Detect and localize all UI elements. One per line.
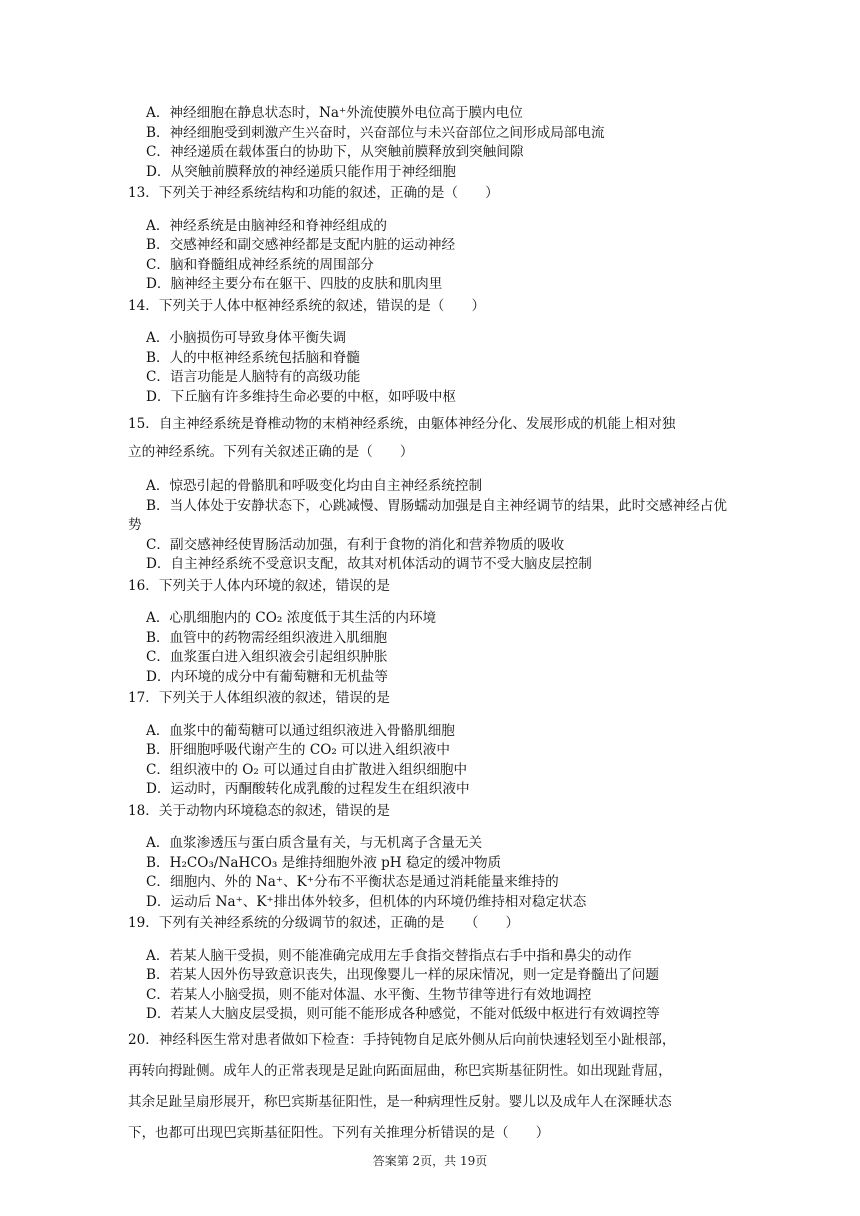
q16-stem: 16．下列关于人体内环境的叙述，错误的是	[128, 577, 390, 594]
q16-option-d: D．内环境的成分中有葡萄糖和无机盐等	[146, 668, 388, 685]
q14-option-b: B．人的中枢神经系统包括脑和脊髓	[146, 349, 360, 366]
q17-option-d: D．运动时，丙酮酸转化成乳酸的过程发生在组织液中	[146, 781, 470, 797]
q20-stem-line-4: 下，也都可出现巴宾斯基征阳性。下列有关推理分析错误的是（ ）	[128, 1124, 550, 1141]
q19-option-b: B．若某人因外伤导致意识丧失，出现像婴儿一样的尿床情况，则一定是脊髓出了问题	[146, 967, 659, 983]
q19-option-c: C．若某人小脑受损，则不能对体温、水平衡、生物节律等进行有效地调控	[146, 986, 592, 1003]
q12-option-d: D．从突触前膜释放的神经递质只能作用于神经细胞	[146, 163, 456, 180]
question-14	[128, 297, 738, 408]
q17-option-b: B．肝细胞呼吸代谢产生的 CO₂ 可以进入组织液中	[146, 742, 450, 758]
question-17	[128, 689, 738, 800]
spacer	[128, 821, 738, 834]
question-19	[128, 914, 738, 1025]
question-12-options	[128, 104, 738, 182]
q12-option-a: A．神经细胞在静息状态时，Na⁺外流使膜外电位高于膜内电位	[146, 105, 523, 121]
q18-option-c: C．细胞内、外的 Na⁺、K⁺分布不平衡状态是通过消耗能量来维持的	[146, 874, 559, 890]
q13-option-d: D．脑神经主要分布在躯干、四肢的皮肤和肌肉里	[146, 276, 443, 292]
spacer	[128, 934, 738, 947]
spacer	[128, 204, 738, 217]
q14-option-d: D．下丘脑有许多维持生命必要的中枢，如呼吸中枢	[146, 388, 456, 405]
q16-option-c: C．血浆蛋白进入组织液会引起组织肿胀	[146, 649, 388, 665]
q17-option-c: C．组织液中的 O₂ 可以通过自由扩散进入组织细胞中	[146, 761, 468, 778]
q17-stem: 17．下列关于人体组织液的叙述，错误的是	[128, 690, 390, 706]
question-15	[128, 409, 738, 575]
q20-stem-line-2: 再转向拇趾侧。成年人的正常表现是足趾向跖面屈曲，称巴宾斯基征阴性。如出现趾背屈，	[128, 1062, 672, 1079]
question-13	[128, 184, 738, 295]
q18-option-b: B．H₂CO₃/NaHCO₃ 是维持细胞外液 pH 稳定的缓冲物质	[146, 854, 502, 871]
spacer	[128, 596, 738, 609]
q15-stem-line-1: 15．自主神经系统是脊椎动物的末梢神经系统，由躯体神经分化、发展形成的机能上相对独	[128, 416, 676, 432]
spacer	[128, 464, 738, 477]
question-list	[128, 104, 738, 1149]
q14-option-c: C．语言功能是人脑特有的高级功能	[146, 369, 361, 385]
page-footer: 答案第 2页，共 19页	[372, 1154, 488, 1168]
q17-option-a: A．血浆中的葡萄糖可以通过组织液进入骨骼肌细胞	[146, 722, 455, 739]
q13-stem: 13．下列关于神经系统结构和功能的叙述，正确的是（ ）	[128, 185, 499, 201]
q12-option-b: B．神经细胞受到刺激产生兴奋时，兴奋部位与未兴奋部位之间形成局部电流	[146, 124, 605, 141]
q15-option-b: B．当人体处于安静状态下，心跳减慢、胃肠蠕动加强是自主神经调节的结果，此时交感神经占优势	[128, 497, 727, 533]
q13-option-b: B．交感神经和副交感神经都是支配内脏的运动神经	[146, 237, 456, 253]
q16-option-b: B．血管中的药物需经组织液进入肌细胞	[146, 629, 388, 646]
q12-option-c: C．神经递质在载体蛋白的协助下，从突触前膜释放到突触间隙	[146, 144, 524, 160]
q15-option-a: A．惊恐引起的骨骼肌和呼吸变化均由自主神经系统控制	[146, 478, 483, 494]
q13-option-a: A．神经系统是由脑神经和脊神经组成的	[146, 217, 387, 234]
q15-option-c: C．副交感神经使胃肠活动加强，有利于食物的消化和营养物质的吸收	[146, 536, 565, 553]
q13-option-c: C．脑和脊髓组成神经系统的周围部分	[146, 256, 374, 273]
q18-option-a: A．血浆渗透压与蛋白质含量有关，与无机离子含量无关	[146, 835, 483, 851]
q19-option-a: A．若某人脑干受损，则不能准确完成用左手食指交替指点右手中指和鼻尖的动作	[146, 947, 632, 964]
q19-stem: 19．下列有关神经系统的分级调节的叙述，正确的是 （ ）	[128, 915, 520, 931]
spacer	[128, 709, 738, 722]
q14-stem: 14．下列关于人体中枢神经系统的叙述，错误的是（ ）	[128, 297, 486, 314]
q15-option-d: D．自主神经系统不受意识支配，故其对机体活动的调节不受大脑皮层控制	[146, 556, 592, 572]
q20-stem-line-1: 20．神经科医生常对患者做如下检查：手持钝物自足底外侧从后向前快速轻划至小趾根部，	[128, 1031, 676, 1048]
spacer	[128, 316, 738, 329]
q20-stem-line-3: 其余足趾呈扇形展开，称巴宾斯基征阳性，是一种病理性反射。婴儿以及成年人在深睡状态	[128, 1093, 672, 1110]
question-20	[128, 1025, 738, 1149]
q18-option-d: D．运动后 Na⁺、K⁺排出体外较多，但机体的内环境仍维持相对稳定状态	[146, 893, 587, 910]
q14-option-a: A．小脑损伤可导致身体平衡失调	[146, 330, 347, 346]
q18-stem: 18．关于动物内环境稳态的叙述，错误的是	[128, 802, 390, 819]
q16-option-a: A．心肌细胞内的 CO₂ 浓度低于其生活的内环境	[146, 610, 437, 626]
question-16	[128, 577, 738, 688]
q19-option-d: D．若某人大脑皮层受损，则可能不能形成各种感觉，不能对低级中枢进行有效调控等	[146, 1006, 660, 1022]
question-18	[128, 802, 738, 913]
q15-stem-line-2: 立的神经系统。下列有关叙述正确的是（ ）	[128, 444, 414, 460]
